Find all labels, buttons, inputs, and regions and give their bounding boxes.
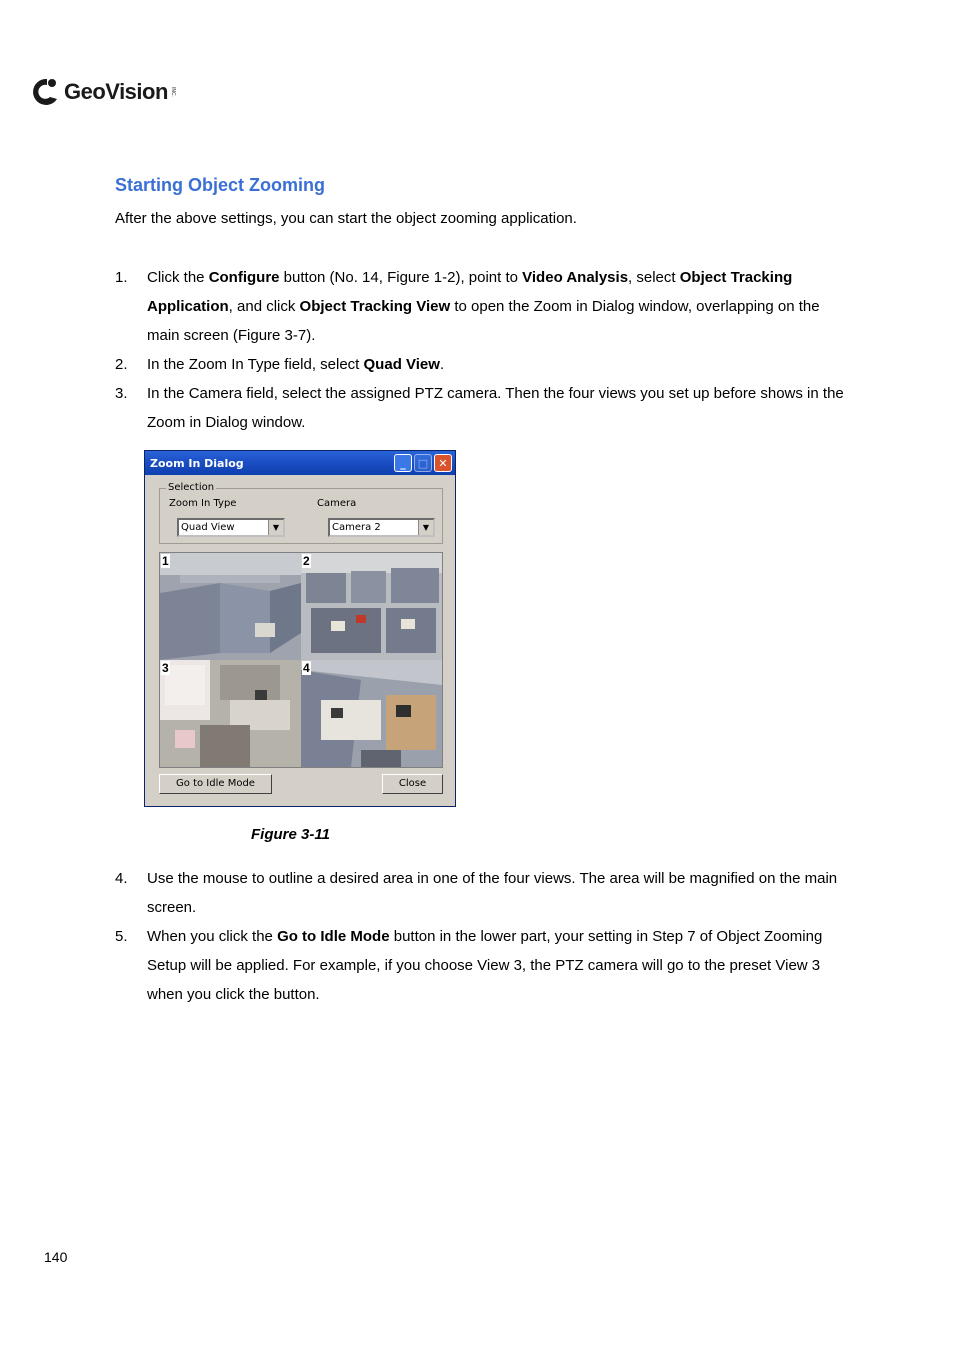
geovision-logo-icon: [30, 75, 60, 109]
quad-view-grid: [159, 552, 443, 768]
office-image-1: [160, 553, 301, 660]
logo-text: GeoVision: [64, 79, 168, 104]
step-text: button (No. 14, Figure 1-2), point to: [279, 269, 523, 286]
view-number: 1: [162, 554, 169, 568]
steps-list-bottom: [115, 864, 845, 1009]
zoom-type-label: Zoom In Type: [169, 498, 237, 509]
step-item: [115, 922, 845, 1009]
chevron-down-icon[interactable]: ▼: [418, 520, 433, 535]
step-bold: Configure: [208, 269, 280, 286]
step-text: to open the Zoom in Dialog window, overlapping on the main screen (Figure 3-7).: [147, 298, 820, 344]
camera-view-2[interactable]: [301, 553, 442, 660]
step-bold: Object Tracking Application: [147, 269, 793, 315]
step-bold: Quad View: [363, 356, 440, 373]
step-text: Use the mouse to outline a desired area in one of the four views. The area will be magnified on the main screen.: [147, 870, 838, 916]
dialog-title: Zoom In Dialog: [150, 456, 244, 470]
camera-view-3[interactable]: [160, 660, 301, 767]
intro-paragraph: After the above settings, you can start the object zooming application.: [115, 210, 577, 227]
step-number: 3.: [115, 385, 128, 402]
camera-select[interactable]: [328, 518, 435, 537]
minimize-icon[interactable]: _: [394, 454, 412, 472]
go-to-idle-mode-button[interactable]: Go to Idle Mode: [159, 774, 272, 794]
section-title: Starting Object Zooming: [115, 175, 325, 195]
step-text: In the Zoom In Type field, select: [147, 356, 364, 373]
zoom-in-dialog: [144, 450, 456, 807]
step-text: In the Camera field, select the assigned PTZ camera. Then the four views you set up before shows in the Zoom in Dialog window.: [147, 385, 844, 431]
window-controls: [394, 454, 452, 472]
office-image-3: [160, 660, 301, 767]
figure-caption: Figure 3-11: [251, 826, 330, 843]
view-number: 3: [162, 661, 169, 675]
step-bold: Go to Idle Mode: [277, 928, 390, 945]
geovision-logo: [30, 72, 176, 112]
office-image-4: [301, 660, 442, 767]
step-item: [115, 379, 845, 437]
camera-view-4[interactable]: [301, 660, 442, 767]
step-text: .: [439, 356, 445, 373]
step-item: [115, 350, 845, 379]
selection-group: [159, 482, 443, 544]
camera-label: Camera: [317, 498, 357, 509]
step-number: 5.: [115, 928, 128, 945]
step-text: , select: [628, 269, 680, 286]
step-text: Click the: [147, 269, 209, 286]
step-number: 1.: [115, 269, 128, 286]
camera-view-1[interactable]: [160, 553, 301, 660]
steps-list-top: [115, 263, 845, 437]
step-number: 4.: [115, 870, 128, 887]
close-button[interactable]: Close: [382, 774, 443, 794]
maximize-icon: □: [414, 454, 432, 472]
page-number: 140: [44, 1249, 68, 1265]
step-bold: Object Tracking View: [299, 298, 451, 315]
logo-suffix: INC.: [169, 87, 176, 97]
step-bold: Video Analysis: [522, 269, 629, 286]
zoom-type-value: Quad View: [181, 522, 235, 533]
step-text: , and click: [228, 298, 300, 315]
camera-value: Camera 2: [332, 522, 381, 533]
selection-group-label: Selection: [168, 482, 215, 493]
step-item: [115, 864, 845, 922]
view-number: 2: [303, 554, 310, 568]
chevron-down-icon[interactable]: ▼: [268, 520, 283, 535]
step-text: button in the lower part, your setting in Step 7 of Object Zooming Setup will be applied. For example, if you choose View 3, the PTZ camera will go to the preset View 3 when you click the button.: [147, 928, 823, 1003]
step-item: [115, 263, 845, 350]
dialog-titlebar[interactable]: [145, 451, 455, 475]
step-text: When you click the: [147, 928, 278, 945]
view-number: 4: [303, 661, 310, 675]
office-image-2: [301, 553, 442, 660]
step-number: 2.: [115, 356, 128, 373]
close-icon[interactable]: ✕: [434, 454, 452, 472]
zoom-type-select[interactable]: [177, 518, 285, 537]
